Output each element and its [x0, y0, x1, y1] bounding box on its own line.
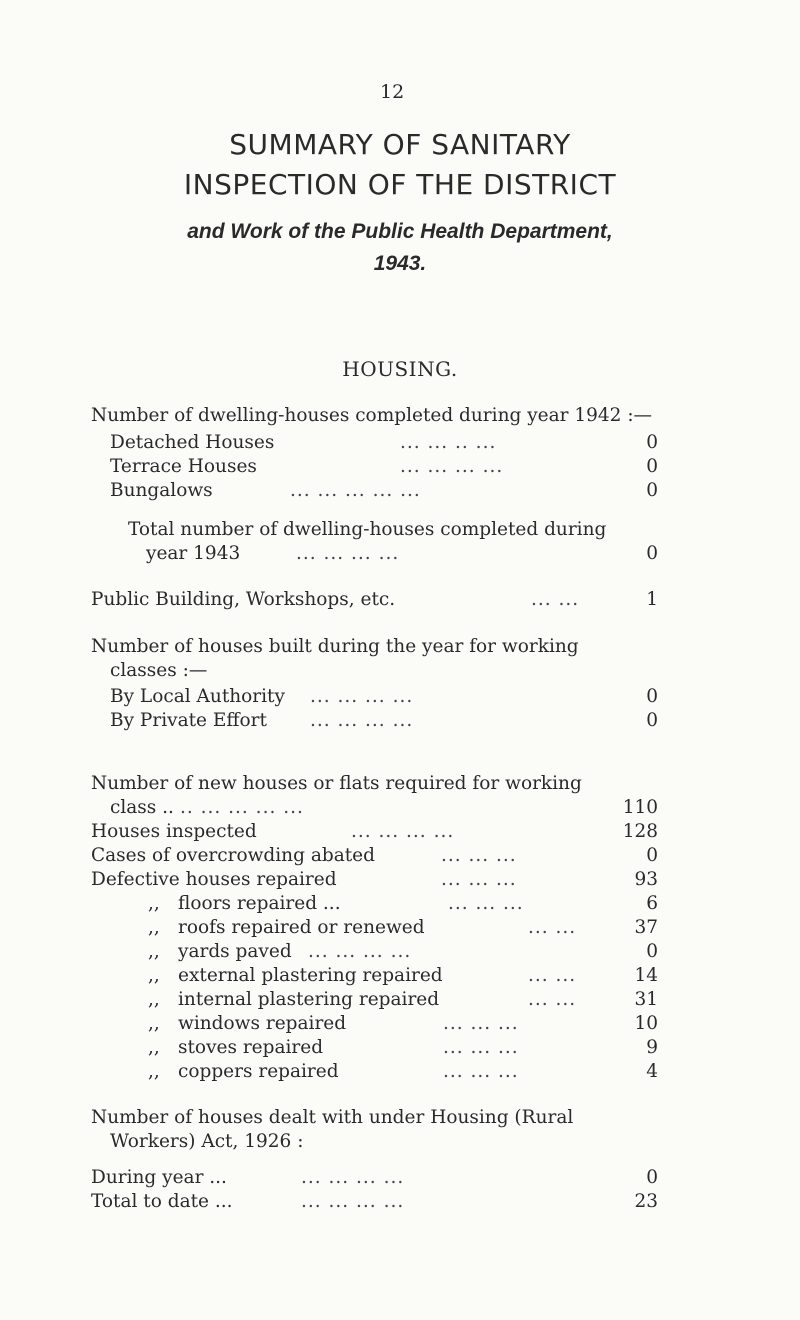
list-item	[148, 893, 658, 917]
leader-dots: ... ... .. ...	[400, 432, 497, 453]
row-label: Houses inspected	[91, 821, 257, 842]
row-label: Bungalows	[110, 480, 213, 501]
leader-dots: ... ... ...	[443, 1037, 519, 1058]
ditto-mark: ,,	[148, 965, 160, 986]
row-value: 4	[646, 1061, 658, 1082]
list-item	[148, 941, 658, 965]
row-label: roofs repaired or renewed	[178, 917, 425, 938]
subtitle-line-2: 1943.	[373, 252, 427, 275]
row-value: 9	[646, 1037, 658, 1058]
row-label: stoves repaired	[178, 1037, 324, 1058]
row-value: 10	[634, 1013, 658, 1034]
list-item	[91, 589, 658, 613]
row-value: 0	[646, 456, 658, 477]
built-intro-line-1: Number of houses built during the year for working	[91, 636, 579, 657]
ditto-mark: ,,	[148, 893, 160, 914]
row-value: 110	[622, 797, 658, 818]
row-label: coppers repaired	[178, 1061, 339, 1082]
leader-dots: ... ... ...	[443, 1061, 519, 1082]
leader-dots: ... ... ... ...	[310, 710, 414, 731]
built-intro-line-2: classes :—	[110, 660, 208, 681]
row-value: 37	[634, 917, 658, 938]
row-label: windows repaired	[178, 1013, 347, 1034]
list-item	[110, 797, 658, 821]
leader-dots: ... ... ...	[441, 869, 517, 890]
leader-dots: ... ... ... ...	[310, 686, 414, 707]
row-label: internal plastering repaired	[178, 989, 440, 1010]
row-value: 0	[646, 686, 658, 707]
subtitle-line-1: and Work of the Public Health Department,	[187, 220, 613, 243]
list-item	[148, 917, 658, 941]
leader-dots: ... ... ... ...	[296, 543, 400, 564]
rural-line-1: Number of houses dealt with under Housing (Rural	[91, 1107, 574, 1128]
leader-dots: .. ... ... ... ...	[180, 797, 304, 818]
list-item	[110, 456, 658, 480]
row-value: 0	[646, 845, 658, 866]
ditto-mark: ,,	[148, 1013, 160, 1034]
row-label: Terrace Houses	[110, 456, 257, 477]
page-number: 12	[380, 81, 405, 103]
completed-total-line-1: Total number of dwelling-houses completed during	[128, 519, 607, 540]
row-label: floors repaired ...	[178, 893, 341, 914]
row-label: Public Building, Workshops, etc.	[91, 589, 396, 610]
row-label: year 1943	[146, 543, 241, 564]
leader-dots: ... ...	[528, 917, 577, 938]
ditto-mark: ,,	[148, 941, 160, 962]
ditto-mark: ,,	[148, 989, 160, 1010]
list-item	[146, 543, 658, 567]
leader-dots: ... ...	[528, 965, 577, 986]
leader-dots: ... ... ... ...	[400, 456, 504, 477]
list-item	[91, 1191, 658, 1215]
row-value: 31	[634, 989, 658, 1010]
leader-dots: ... ...	[528, 989, 577, 1010]
row-value: 0	[646, 1167, 658, 1188]
row-value: 0	[646, 480, 658, 501]
row-label: yards paved	[178, 941, 292, 962]
list-item	[91, 869, 658, 893]
row-label: class ..	[110, 797, 174, 818]
row-label: Detached Houses	[110, 432, 275, 453]
list-item	[148, 965, 658, 989]
leader-dots: ... ... ... ...	[301, 1191, 405, 1212]
list-item	[91, 845, 658, 869]
row-label: During year ...	[91, 1167, 227, 1188]
leader-dots: ... ... ...	[448, 893, 524, 914]
leader-dots: ... ... ...	[443, 1013, 519, 1034]
row-label: Total to date ...	[91, 1191, 233, 1212]
ditto-mark: ,,	[148, 1061, 160, 1082]
leader-dots: ... ...	[531, 589, 580, 610]
required-line-1: Number of new houses or flats required for working	[91, 773, 582, 794]
row-value: 0	[646, 543, 658, 564]
row-value: 93	[634, 869, 658, 890]
row-label: Defective houses repaired	[91, 869, 337, 890]
row-label: Cases of overcrowding abated	[91, 845, 375, 866]
list-item	[148, 1013, 658, 1037]
leader-dots: ... ... ... ...	[301, 1167, 405, 1188]
section-heading: HOUSING.	[342, 357, 458, 381]
row-value: 6	[646, 893, 658, 914]
list-item	[148, 989, 658, 1013]
row-value: 23	[634, 1191, 658, 1212]
list-item	[110, 686, 658, 710]
ditto-mark: ,,	[148, 917, 160, 938]
row-value: 0	[646, 941, 658, 962]
list-item	[91, 1167, 658, 1191]
list-item	[91, 821, 658, 845]
page-title-line-1: SUMMARY OF SANITARY	[229, 128, 571, 161]
leader-dots: ... ... ... ... ...	[290, 480, 421, 501]
row-value: 1	[646, 589, 658, 610]
ditto-mark: ,,	[148, 1037, 160, 1058]
row-value: 0	[646, 432, 658, 453]
list-item	[110, 710, 658, 734]
page-title-line-2: INSPECTION OF THE DISTRICT	[183, 168, 617, 201]
row-label: external plastering repaired	[178, 965, 443, 986]
row-value: 14	[634, 965, 658, 986]
list-item	[110, 432, 658, 456]
leader-dots: ... ... ...	[441, 845, 517, 866]
leader-dots: ... ... ... ...	[351, 821, 455, 842]
leader-dots: ... ... ... ...	[308, 941, 412, 962]
row-value: 128	[622, 821, 658, 842]
completed-intro: Number of dwelling-houses completed during year 1942 :—	[91, 405, 653, 426]
row-label: By Private Effort	[110, 710, 267, 731]
rural-line-2: Workers) Act, 1926 :	[110, 1131, 304, 1152]
list-item	[148, 1037, 658, 1061]
row-value: 0	[646, 710, 658, 731]
list-item	[148, 1061, 658, 1085]
list-item	[110, 480, 658, 504]
row-label: By Local Authority	[110, 686, 285, 707]
